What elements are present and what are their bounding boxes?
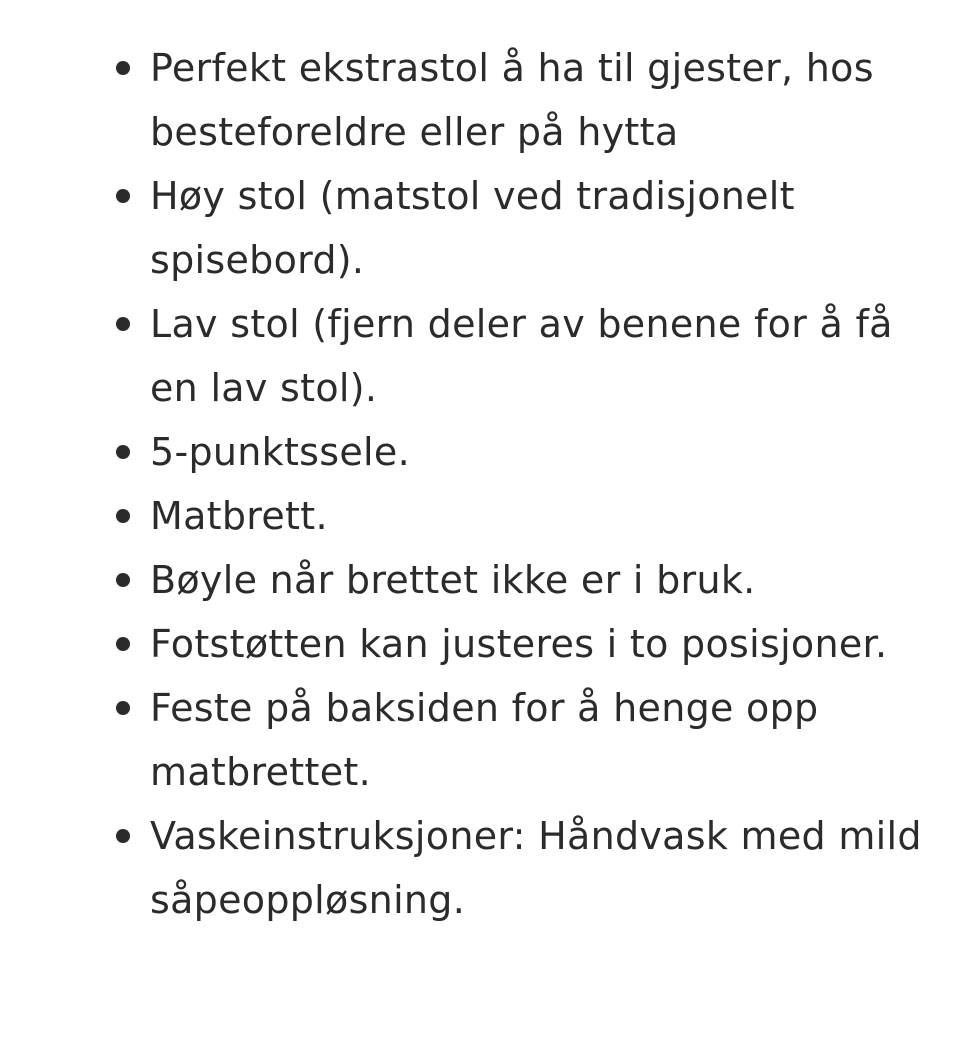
bullet-icon: [116, 829, 130, 843]
list-item: [150, 676, 940, 804]
list-item-text: Lav stol (fjern deler av benene for å få en lav stol).: [150, 302, 893, 410]
list-item-text: Matbrett.: [150, 494, 328, 538]
feature-list: [150, 36, 940, 932]
bullet-icon: [116, 573, 130, 587]
list-item-text: Høy stol (matstol ved tradisjonelt spisebord).: [150, 174, 795, 282]
bullet-icon: [116, 509, 130, 523]
list-item-text: Feste på baksiden for å henge opp matbrettet.: [150, 686, 819, 794]
list-item: [150, 484, 940, 548]
list-item: [150, 292, 940, 420]
bullet-icon: [116, 317, 130, 331]
bullet-icon: [116, 61, 130, 75]
list-item: [150, 36, 940, 164]
list-item-text: Fotstøtten kan justeres i to posisjoner.: [150, 622, 888, 666]
list-item-text: Vaskeinstruksjoner: Håndvask med mild såpeoppløsning.: [150, 814, 922, 922]
list-item: [150, 612, 940, 676]
list-item-text: Perfekt ekstrastol å ha til gjester, hos besteforeldre eller på hytta: [150, 46, 874, 154]
list-item: [150, 548, 940, 612]
list-item-text: 5-punktssele.: [150, 430, 410, 474]
list-item-text: Bøyle når brettet ikke er i bruk.: [150, 558, 756, 602]
list-item: [150, 164, 940, 292]
list-item: [150, 804, 940, 932]
list-item: [150, 420, 940, 484]
bullet-icon: [116, 701, 130, 715]
bullet-icon: [116, 445, 130, 459]
bullet-icon: [116, 189, 130, 203]
bullet-icon: [116, 637, 130, 651]
